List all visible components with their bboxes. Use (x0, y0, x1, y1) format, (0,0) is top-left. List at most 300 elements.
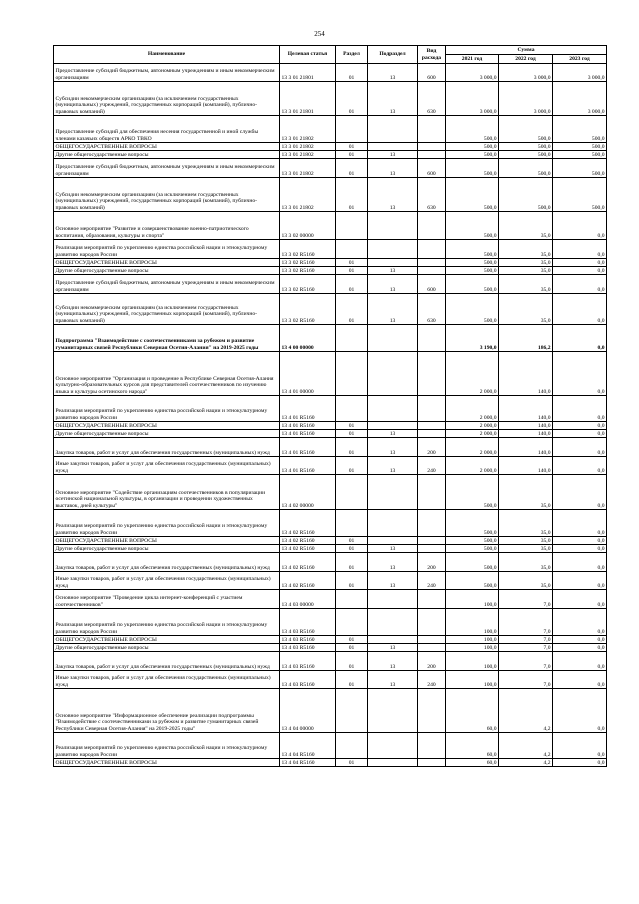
header-subsection: Подраздел (368, 46, 418, 64)
cell-target-article: 13 4 01 R5160 (280, 430, 336, 438)
cell-sum-2022: 7,0 (499, 590, 553, 609)
cell-sum-2022: 140,0 (499, 352, 553, 396)
cell-target-article: 13 4 02 R5160 (280, 537, 336, 545)
cell-expense-type (418, 352, 446, 396)
cell-target-article: 13 3 02 R5160 (280, 267, 336, 275)
cell-sum-2021: 100,0 (446, 590, 499, 609)
cell-section (336, 590, 368, 609)
cell-name: Основное мероприятие "Содействие организациям соотечественников в популяризации осетинской национальной культуры, в организации и проведении художественных выставок, дней культуры" (54, 475, 280, 510)
cell-section: 01 (336, 275, 368, 294)
table-row (54, 609, 607, 636)
cell-name: Основное мероприятие "Проведение цикла интернет-конференций с участием соотечественников" (54, 590, 280, 609)
cell-sum-2022: 7,0 (499, 671, 553, 689)
cell-target-article: 13 4 02 R5160 (280, 572, 336, 590)
cell-section: 01 (336, 267, 368, 275)
cell-sum-2023: 0,0 (553, 644, 607, 652)
cell-sum-2021: 2 000,0 (446, 457, 499, 475)
cell-name: Подпрограмма "Взаимодействие с соотечественниками за рубежом и развитие гуманитарных связей Республики Северная Осетия-Алания" на 2019-2025 годы (54, 325, 280, 352)
cell-sum-2023: 0,0 (553, 396, 607, 422)
cell-sum-2021: 500,0 (446, 475, 499, 510)
cell-section: 01 (336, 671, 368, 689)
cell-sum-2022: 140,0 (499, 430, 553, 438)
cell-name: Закупка товаров, работ и услуг для обеспечения государственных (муниципальных) нужд (54, 553, 280, 572)
cell-subsection: 13 (368, 438, 418, 457)
cell-sum-2022: 140,0 (499, 396, 553, 422)
cell-target-article: 13 4 03 R5160 (280, 609, 336, 636)
cell-sum-2021: 100,0 (446, 644, 499, 652)
cell-expense-type: 200 (418, 652, 446, 671)
table-row (54, 178, 607, 212)
cell-subsection: 13 (368, 159, 418, 178)
cell-sum-2022: 500,0 (499, 143, 553, 151)
cell-subsection: 13 (368, 457, 418, 475)
cell-sum-2022: 7,0 (499, 636, 553, 644)
cell-target-article: 13 4 04 00000 (280, 689, 336, 733)
cell-subsection: 13 (368, 294, 418, 325)
cell-sum-2021: 2 000,0 (446, 438, 499, 457)
table-row (54, 430, 607, 438)
cell-sum-2023: 0,0 (553, 609, 607, 636)
cell-sum-2021: 500,0 (446, 178, 499, 212)
cell-sum-2022: 500,0 (499, 116, 553, 143)
cell-target-article: 13 3 02 R5160 (280, 275, 336, 294)
cell-sum-2023: 0,0 (553, 267, 607, 275)
cell-target-article: 13 3 01 21802 (280, 178, 336, 212)
cell-subsection (368, 537, 418, 545)
cell-section (336, 240, 368, 259)
cell-target-article: 13 4 04 R5160 (280, 759, 336, 767)
cell-sum-2022: 35,0 (499, 212, 553, 240)
cell-target-article: 13 3 02 R5160 (280, 259, 336, 267)
table-row (54, 259, 607, 267)
cell-sum-2023: 0,0 (553, 430, 607, 438)
cell-name: Субсидии некоммерческим организациям (за исключением государственных (муниципальных) учреждений, государственных корпораций (компаний), публично-правовых компаний) (54, 294, 280, 325)
cell-sum-2021: 500,0 (446, 572, 499, 590)
cell-target-article: 13 4 03 R5160 (280, 671, 336, 689)
cell-name: Основное мероприятие "Развитие и совершенствование военно-патриотического воспитания, образования, культуры и спорта" (54, 212, 280, 240)
cell-section: 01 (336, 457, 368, 475)
cell-name: Другие общегосударственные вопросы (54, 644, 280, 652)
cell-name: ОБЩЕГОСУДАРСТВЕННЫЕ ВОПРОСЫ (54, 537, 280, 545)
cell-sum-2023: 0,0 (553, 671, 607, 689)
cell-expense-type (418, 733, 446, 759)
cell-target-article: 13 4 03 00000 (280, 590, 336, 609)
cell-subsection: 13 (368, 553, 418, 572)
cell-name: ОБЩЕГОСУДАРСТВЕННЫЕ ВОПРОСЫ (54, 422, 280, 430)
cell-subsection (368, 689, 418, 733)
cell-name: Основное мероприятие "Информационное обеспечение реализации подпрограммы "Взаимодействие с соотечественниками за рубежом и развитие гуманитарных связей Республики Северная Осетия-Алания" на 2019-2025 годы" (54, 689, 280, 733)
cell-section (336, 116, 368, 143)
cell-expense-type (418, 510, 446, 537)
cell-section: 01 (336, 572, 368, 590)
cell-target-article: 13 3 01 21801 (280, 64, 336, 82)
cell-subsection: 13 (368, 644, 418, 652)
cell-subsection: 13 (368, 545, 418, 553)
cell-name: Закупка товаров, работ и услуг для обеспечения государственных (муниципальных) нужд (54, 652, 280, 671)
cell-sum-2023: 0,0 (553, 759, 607, 767)
cell-section (336, 212, 368, 240)
table-row (54, 636, 607, 644)
cell-section: 01 (336, 151, 368, 159)
cell-sum-2023: 0,0 (553, 240, 607, 259)
cell-subsection: 13 (368, 82, 418, 116)
cell-sum-2022: 35,0 (499, 240, 553, 259)
cell-name: Иные закупки товаров, работ и услуг для обеспечения государственных (муниципальных) нужд (54, 457, 280, 475)
cell-subsection: 13 (368, 572, 418, 590)
cell-sum-2023: 0,0 (553, 537, 607, 545)
table-row (54, 572, 607, 590)
cell-sum-2023: 0,0 (553, 457, 607, 475)
cell-sum-2023: 0,0 (553, 545, 607, 553)
cell-name: Закупка товаров, работ и услуг для обеспечения государственных (муниципальных) нужд (54, 438, 280, 457)
cell-sum-2023: 0,0 (553, 275, 607, 294)
table-row (54, 275, 607, 294)
cell-expense-type: 600 (418, 275, 446, 294)
header-section: Раздел (336, 46, 368, 64)
cell-sum-2022: 500,0 (499, 151, 553, 159)
cell-name: Субсидии некоммерческим организациям (за исключением государственных (муниципальных) учреждений, государственных корпораций (компаний), публично-правовых компаний) (54, 178, 280, 212)
cell-section: 01 (336, 143, 368, 151)
cell-sum-2021: 500,0 (446, 553, 499, 572)
cell-section: 01 (336, 438, 368, 457)
table-row (54, 689, 607, 733)
cell-target-article: 13 4 01 R5160 (280, 438, 336, 457)
cell-name: Реализация мероприятий по укреплению единства российской нации и этнокультурному развитию народов России (54, 733, 280, 759)
cell-expense-type (418, 267, 446, 275)
cell-expense-type: 600 (418, 64, 446, 82)
table-row (54, 325, 607, 352)
cell-sum-2021: 500,0 (446, 240, 499, 259)
table-row (54, 82, 607, 116)
cell-sum-2023: 0,0 (553, 510, 607, 537)
cell-sum-2022: 4,2 (499, 733, 553, 759)
cell-expense-type (418, 325, 446, 352)
cell-sum-2021: 500,0 (446, 116, 499, 143)
cell-name: Иные закупки товаров, работ и услуг для обеспечения государственных (муниципальных) нужд (54, 572, 280, 590)
cell-sum-2022: 3 000,0 (499, 82, 553, 116)
cell-expense-type (418, 590, 446, 609)
table-row (54, 553, 607, 572)
cell-sum-2021: 500,0 (446, 275, 499, 294)
cell-subsection (368, 609, 418, 636)
cell-sum-2023: 3 000,0 (553, 64, 607, 82)
cell-expense-type (418, 151, 446, 159)
cell-sum-2021: 3 000,0 (446, 82, 499, 116)
cell-sum-2023: 0,0 (553, 259, 607, 267)
cell-subsection: 13 (368, 151, 418, 159)
cell-target-article: 13 4 04 R5160 (280, 733, 336, 759)
cell-name: Реализация мероприятий по укреплению единства российской нации и этнокультурному развитию народов России (54, 396, 280, 422)
cell-sum-2022: 7,0 (499, 644, 553, 652)
cell-sum-2021: 60,0 (446, 733, 499, 759)
cell-subsection (368, 396, 418, 422)
cell-sum-2021: 2 000,0 (446, 430, 499, 438)
cell-sum-2022: 35,0 (499, 259, 553, 267)
cell-name: Предоставление субсидий бюджетным, автономным учреждениям и иным некоммерческим организациям (54, 159, 280, 178)
cell-name: Иные закупки товаров, работ и услуг для обеспечения государственных (муниципальных) нужд (54, 671, 280, 689)
cell-section (336, 325, 368, 352)
cell-sum-2023: 500,0 (553, 178, 607, 212)
cell-expense-type (418, 545, 446, 553)
cell-name: Предоставление субсидий для обеспечения несения государственной и иной службы членами казачьих обществ АРКО ТВКО (54, 116, 280, 143)
cell-target-article: 13 3 02 00000 (280, 212, 336, 240)
table-row (54, 438, 607, 457)
cell-sum-2022: 3 000,0 (499, 64, 553, 82)
cell-sum-2022: 35,0 (499, 545, 553, 553)
cell-sum-2023: 0,0 (553, 475, 607, 510)
cell-sum-2023: 0,0 (553, 636, 607, 644)
cell-sum-2021: 100,0 (446, 652, 499, 671)
cell-section (336, 396, 368, 422)
cell-sum-2021: 60,0 (446, 759, 499, 767)
cell-subsection: 13 (368, 671, 418, 689)
budget-table (53, 45, 607, 767)
cell-sum-2023: 0,0 (553, 689, 607, 733)
cell-sum-2022: 4,2 (499, 759, 553, 767)
cell-sum-2023: 0,0 (553, 422, 607, 430)
cell-sum-2022: 140,0 (499, 438, 553, 457)
cell-sum-2021: 3 000,0 (446, 64, 499, 82)
cell-sum-2023: 0,0 (553, 212, 607, 240)
cell-expense-type (418, 116, 446, 143)
cell-section: 01 (336, 178, 368, 212)
cell-section: 01 (336, 652, 368, 671)
cell-sum-2021: 2 000,0 (446, 352, 499, 396)
cell-name: Предоставление субсидий бюджетным, автономным учреждениям и иным некоммерческим организациям (54, 275, 280, 294)
table-row (54, 671, 607, 689)
cell-target-article: 13 4 03 R5160 (280, 644, 336, 652)
cell-sum-2023: 0,0 (553, 294, 607, 325)
cell-name: ОБЩЕГОСУДАРСТВЕННЫЕ ВОПРОСЫ (54, 759, 280, 767)
cell-target-article: 13 4 03 R5160 (280, 636, 336, 644)
table-row (54, 396, 607, 422)
cell-target-article: 13 3 01 21802 (280, 159, 336, 178)
table-row (54, 151, 607, 159)
cell-subsection: 13 (368, 275, 418, 294)
table-row (54, 294, 607, 325)
cell-sum-2023: 0,0 (553, 352, 607, 396)
cell-target-article: 13 3 01 21802 (280, 143, 336, 151)
cell-sum-2021: 2 000,0 (446, 396, 499, 422)
cell-sum-2023: 0,0 (553, 325, 607, 352)
table-row (54, 545, 607, 553)
table-row (54, 537, 607, 545)
cell-target-article: 13 4 02 00000 (280, 475, 336, 510)
cell-sum-2021: 500,0 (446, 510, 499, 537)
cell-section: 01 (336, 537, 368, 545)
cell-sum-2023: 0,0 (553, 733, 607, 759)
cell-section (336, 609, 368, 636)
table-row (54, 759, 607, 767)
cell-target-article: 13 4 01 00000 (280, 352, 336, 396)
cell-subsection (368, 212, 418, 240)
cell-sum-2023: 0,0 (553, 572, 607, 590)
cell-sum-2021: 60,0 (446, 689, 499, 733)
cell-sum-2023: 0,0 (553, 438, 607, 457)
cell-sum-2021: 500,0 (446, 151, 499, 159)
cell-subsection (368, 325, 418, 352)
cell-section: 01 (336, 545, 368, 553)
cell-sum-2021: 500,0 (446, 143, 499, 151)
cell-subsection (368, 240, 418, 259)
cell-subsection (368, 510, 418, 537)
cell-section: 01 (336, 159, 368, 178)
cell-expense-type (418, 240, 446, 259)
cell-sum-2021: 500,0 (446, 259, 499, 267)
cell-section (336, 733, 368, 759)
cell-subsection (368, 475, 418, 510)
cell-expense-type: 630 (418, 178, 446, 212)
cell-sum-2021: 3 190,0 (446, 325, 499, 352)
cell-sum-2022: 35,0 (499, 553, 553, 572)
cell-expense-type (418, 396, 446, 422)
cell-subsection: 13 (368, 652, 418, 671)
table-row (54, 64, 607, 82)
cell-target-article: 13 4 02 R5160 (280, 510, 336, 537)
cell-section: 01 (336, 259, 368, 267)
cell-expense-type (418, 644, 446, 652)
cell-sum-2023: 0,0 (553, 652, 607, 671)
cell-subsection (368, 116, 418, 143)
page-number: 254 (314, 30, 325, 38)
table-row (54, 652, 607, 671)
cell-expense-type (418, 143, 446, 151)
cell-name: Другие общегосударственные вопросы (54, 545, 280, 553)
cell-section: 01 (336, 82, 368, 116)
cell-expense-type: 630 (418, 294, 446, 325)
table-row (54, 116, 607, 143)
cell-section: 01 (336, 430, 368, 438)
cell-sum-2021: 500,0 (446, 294, 499, 325)
table-row (54, 475, 607, 510)
table-row (54, 143, 607, 151)
table-row (54, 352, 607, 396)
cell-sum-2023: 500,0 (553, 116, 607, 143)
cell-expense-type (418, 212, 446, 240)
header-article: Целевая статья (280, 46, 336, 64)
cell-target-article: 13 4 03 R5160 (280, 652, 336, 671)
header-name: Наименование (54, 46, 280, 64)
cell-expense-type (418, 636, 446, 644)
cell-name: Основное мероприятие "Организация и проведение в Республике Северная Осетия-Алания культурно-образовательных курсов для представителей соотечественников по изучению языка и культуры осетинского народа" (54, 352, 280, 396)
table-row (54, 590, 607, 609)
cell-section (336, 689, 368, 733)
table-row (54, 644, 607, 652)
cell-sum-2022: 7,0 (499, 609, 553, 636)
table-row (54, 457, 607, 475)
cell-subsection (368, 143, 418, 151)
cell-name: Реализация мероприятий по укреплению единства российской нации и этнокультурному развитию народов России (54, 510, 280, 537)
cell-sum-2022: 500,0 (499, 159, 553, 178)
cell-name: Реализация мероприятий по укреплению единства российской нации и этнокультурному развитию народов России (54, 609, 280, 636)
cell-sum-2022: 140,0 (499, 422, 553, 430)
cell-name: ОБЩЕГОСУДАРСТВЕННЫЕ ВОПРОСЫ (54, 259, 280, 267)
cell-expense-type (418, 609, 446, 636)
cell-sum-2021: 500,0 (446, 537, 499, 545)
cell-subsection (368, 422, 418, 430)
cell-target-article: 13 3 01 21802 (280, 116, 336, 143)
cell-sum-2021: 100,0 (446, 636, 499, 644)
cell-expense-type: 240 (418, 671, 446, 689)
cell-sum-2021: 100,0 (446, 609, 499, 636)
table-row (54, 422, 607, 430)
cell-subsection (368, 759, 418, 767)
table-row (54, 510, 607, 537)
cell-subsection: 13 (368, 267, 418, 275)
cell-sum-2022: 4,2 (499, 689, 553, 733)
cell-expense-type (418, 537, 446, 545)
cell-name: Реализация мероприятий по укреплению единства российской нации и этнокультурному развитию народов России (54, 240, 280, 259)
cell-section (336, 352, 368, 396)
cell-expense-type: 240 (418, 572, 446, 590)
cell-expense-type (418, 689, 446, 733)
cell-section: 01 (336, 553, 368, 572)
table-row (54, 733, 607, 759)
cell-name: Другие общегосударственные вопросы (54, 151, 280, 159)
cell-target-article: 13 4 01 R5160 (280, 396, 336, 422)
cell-section: 01 (336, 636, 368, 644)
cell-subsection (368, 259, 418, 267)
cell-section: 01 (336, 422, 368, 430)
cell-sum-2022: 7,0 (499, 652, 553, 671)
cell-sum-2022: 35,0 (499, 267, 553, 275)
cell-name: Предоставление субсидий бюджетным, автономным учреждениям и иным некоммерческим организациям (54, 64, 280, 82)
cell-section: 01 (336, 759, 368, 767)
cell-sum-2023: 500,0 (553, 151, 607, 159)
cell-sum-2022: 186,2 (499, 325, 553, 352)
cell-name: Другие общегосударственные вопросы (54, 267, 280, 275)
cell-target-article: 13 4 01 R5160 (280, 457, 336, 475)
cell-sum-2023: 0,0 (553, 553, 607, 572)
cell-subsection (368, 733, 418, 759)
cell-expense-type (418, 475, 446, 510)
cell-target-article: 13 3 02 R5160 (280, 240, 336, 259)
cell-section: 01 (336, 294, 368, 325)
cell-name: ОБЩЕГОСУДАРСТВЕННЫЕ ВОПРОСЫ (54, 143, 280, 151)
cell-sum-2021: 100,0 (446, 671, 499, 689)
cell-sum-2022: 35,0 (499, 510, 553, 537)
cell-target-article: 13 4 01 R5160 (280, 422, 336, 430)
cell-sum-2023: 3 000,0 (553, 82, 607, 116)
cell-sum-2023: 0,0 (553, 590, 607, 609)
cell-expense-type: 200 (418, 438, 446, 457)
cell-expense-type (418, 759, 446, 767)
cell-sum-2021: 2 000,0 (446, 422, 499, 430)
cell-subsection: 13 (368, 430, 418, 438)
cell-section (336, 510, 368, 537)
header-year-2023: 2023 год (553, 55, 607, 64)
cell-target-article: 13 3 02 R5160 (280, 294, 336, 325)
cell-target-article: 13 4 02 R5160 (280, 553, 336, 572)
table-row (54, 267, 607, 275)
cell-name: ОБЩЕГОСУДАРСТВЕННЫЕ ВОПРОСЫ (54, 636, 280, 644)
cell-target-article: 13 4 02 R5160 (280, 545, 336, 553)
table-body (54, 64, 607, 767)
cell-expense-type: 200 (418, 553, 446, 572)
cell-name: Субсидии некоммерческим организациям (за исключением государственных (муниципальных) учреждений, государственных корпораций (компаний), публично-правовых компаний) (54, 82, 280, 116)
cell-sum-2023: 500,0 (553, 143, 607, 151)
cell-subsection: 13 (368, 178, 418, 212)
cell-expense-type (418, 430, 446, 438)
cell-name: Другие общегосударственные вопросы (54, 430, 280, 438)
cell-sum-2021: 500,0 (446, 267, 499, 275)
cell-sum-2022: 35,0 (499, 294, 553, 325)
header-sum: Сумма (446, 46, 607, 55)
cell-sum-2021: 500,0 (446, 159, 499, 178)
cell-sum-2022: 35,0 (499, 572, 553, 590)
cell-sum-2021: 500,0 (446, 545, 499, 553)
cell-target-article: 13 3 01 21801 (280, 82, 336, 116)
